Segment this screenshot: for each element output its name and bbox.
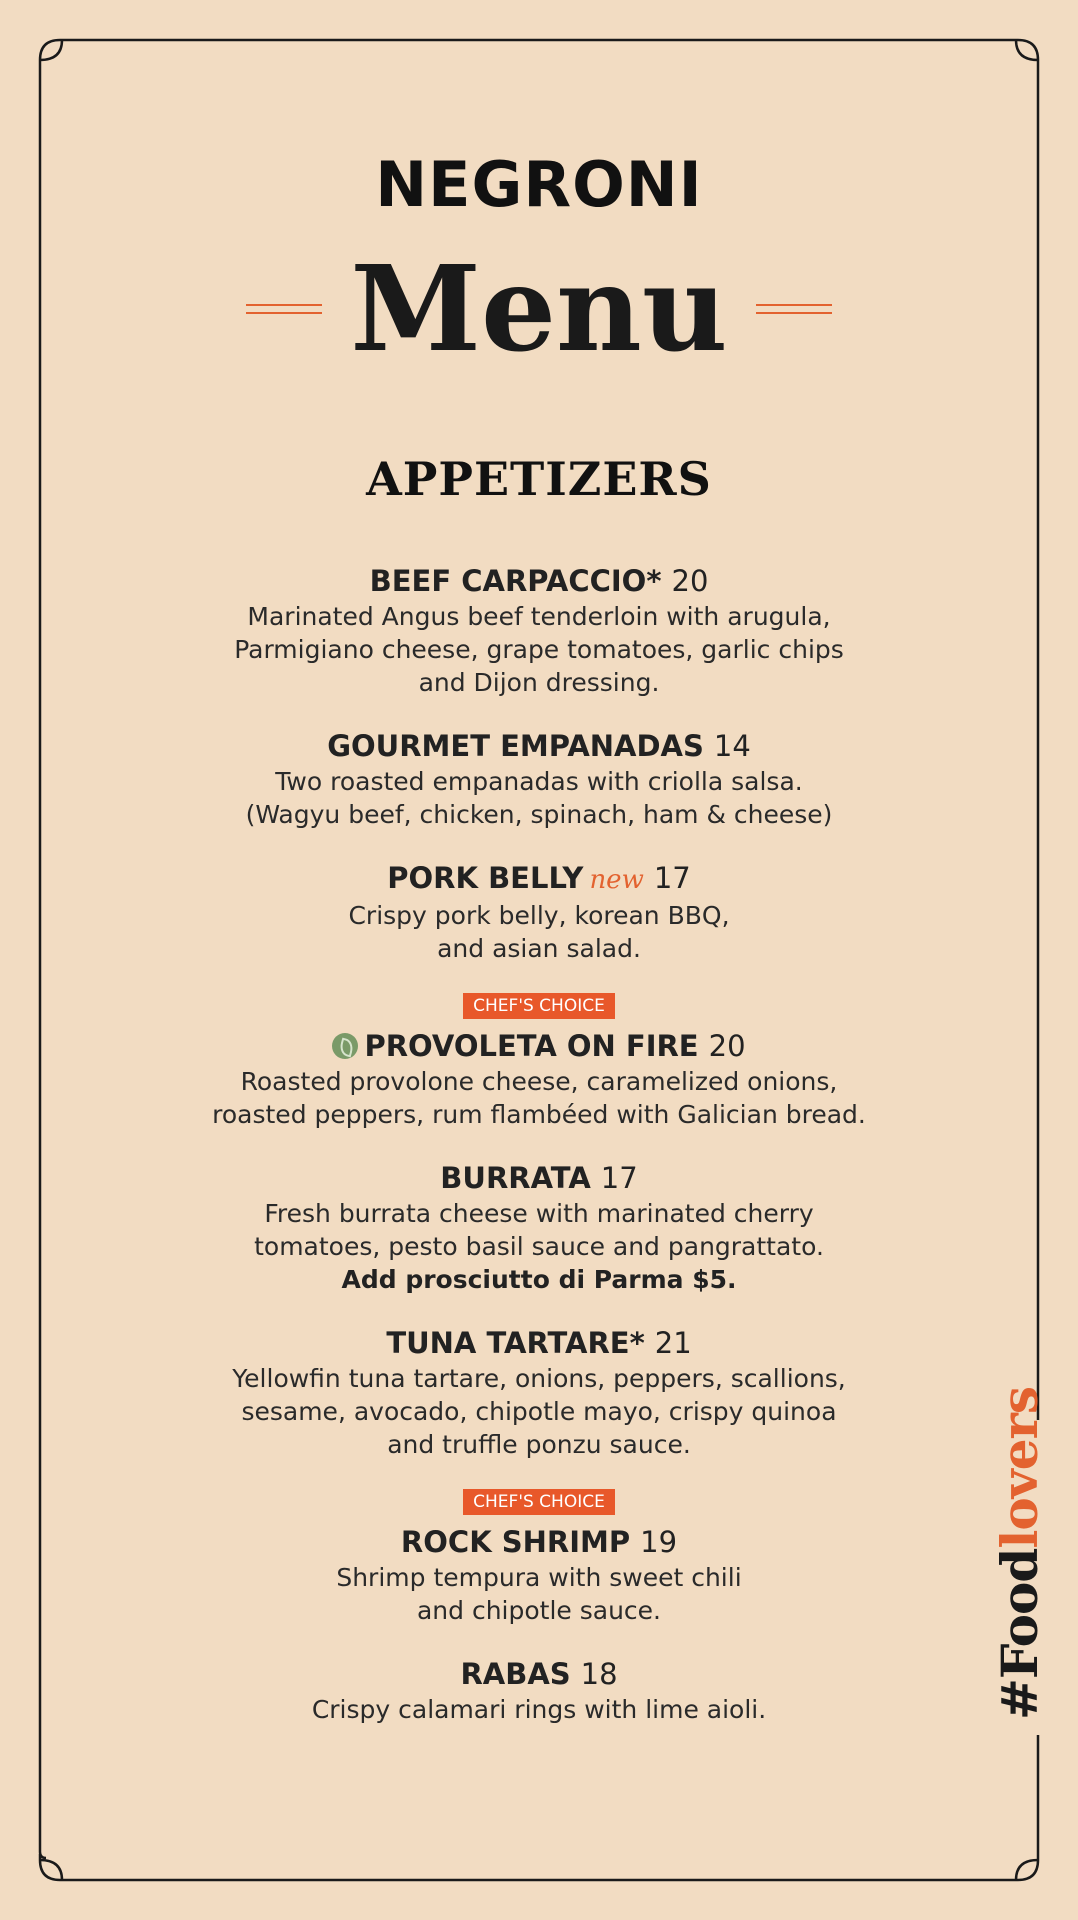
menu-title-row (0, 239, 1078, 378)
decorative-lines-right (756, 302, 832, 316)
item-heading (130, 1027, 948, 1065)
menu-item (130, 727, 948, 831)
section-title: APPETIZERS (366, 452, 712, 506)
description-line: and asian salad. (437, 934, 641, 963)
item-heading (130, 1159, 948, 1197)
item-price: 18 (580, 1657, 618, 1691)
decorative-lines-left (246, 302, 322, 316)
item-heading (130, 727, 948, 765)
description-line: Fresh burrata cheese with marinated cherry (264, 1199, 814, 1228)
item-heading (130, 1655, 948, 1693)
description-line: and chipotle sauce. (416, 1596, 662, 1625)
chefs-choice-badge: CHEF'S CHOICE (463, 993, 615, 1019)
item-heading (130, 1324, 948, 1362)
item-description (130, 1065, 948, 1131)
menu-item (130, 993, 948, 1131)
description-line: Marinated Angus beef tenderloin with arugula, (247, 602, 831, 631)
description-line: Roasted provolone cheese, caramelized onions, (240, 1067, 838, 1096)
item-price: 14 (713, 729, 751, 763)
brand-name: NEGRONI (375, 148, 703, 221)
new-tag: new (589, 865, 644, 895)
item-addon: Add prosciutto di Parma $5. (341, 1265, 737, 1294)
description-line: roasted peppers, rum flambéed with Galician bread. (212, 1100, 866, 1129)
item-name: TUNA TARTARE* (386, 1326, 645, 1360)
item-name: GOURMET EMPANADAS (327, 729, 704, 763)
item-name: RABAS (460, 1657, 571, 1691)
description-line: (Wagyu beef, chicken, spinach, ham & cheese) (245, 800, 833, 829)
menu-item (130, 1324, 948, 1461)
item-description (130, 1362, 948, 1461)
description-line: Parmigiano cheese, grape tomatoes, garlic chips (234, 635, 844, 664)
leaf-icon (332, 1033, 358, 1059)
item-price: 17 (600, 1161, 638, 1195)
item-price: 20 (708, 1029, 746, 1063)
description-line: Two roasted empanadas with criolla salsa. (275, 767, 803, 796)
item-price: 21 (654, 1326, 692, 1360)
item-price: 20 (671, 564, 709, 598)
description-line: Shrimp tempura with sweet chili (336, 1563, 742, 1592)
description-line: and Dijon dressing. (418, 668, 660, 697)
menu-item (130, 1159, 948, 1296)
item-description (130, 1197, 948, 1263)
menu-items (130, 562, 948, 1754)
item-name: PORK BELLY (387, 861, 584, 895)
item-price: 19 (640, 1525, 678, 1559)
chefs-choice-badge: CHEF'S CHOICE (463, 1489, 615, 1515)
description-line: Yellowfin tuna tartare, onions, peppers, scallions, (232, 1364, 846, 1393)
description-line: Crispy pork belly, korean BBQ, (348, 901, 730, 930)
description-line: Crispy calamari rings with lime aioli. (311, 1695, 767, 1724)
description-line: tomatoes, pesto basil sauce and pangrattato. (254, 1232, 824, 1261)
hashtag-foodlovers (990, 1386, 1049, 1720)
menu-item (130, 562, 948, 699)
item-description (130, 600, 948, 699)
menu-item (130, 1489, 948, 1627)
item-description (130, 765, 948, 831)
hashtag-accent: lovers (990, 1386, 1049, 1549)
item-heading (130, 1523, 948, 1561)
item-description (130, 899, 948, 965)
item-heading (130, 859, 948, 899)
item-heading (130, 562, 948, 600)
item-name: BURRATA (440, 1161, 591, 1195)
menu-title: Menu (350, 239, 728, 378)
description-line: and truffle ponzu sauce. (387, 1430, 691, 1459)
item-description (130, 1693, 948, 1726)
item-price: 17 (653, 861, 691, 895)
menu-item (130, 1655, 948, 1726)
item-name: BEEF CARPACCIO* (369, 564, 662, 598)
description-line: sesame, avocado, chipotle mayo, crispy quinoa (241, 1397, 837, 1426)
menu-item (130, 859, 948, 965)
item-name: PROVOLETA ON FIRE (364, 1029, 699, 1063)
item-name: ROCK SHRIMP (400, 1525, 631, 1559)
hashtag-dark: #Food (990, 1548, 1049, 1720)
item-description (130, 1561, 948, 1627)
